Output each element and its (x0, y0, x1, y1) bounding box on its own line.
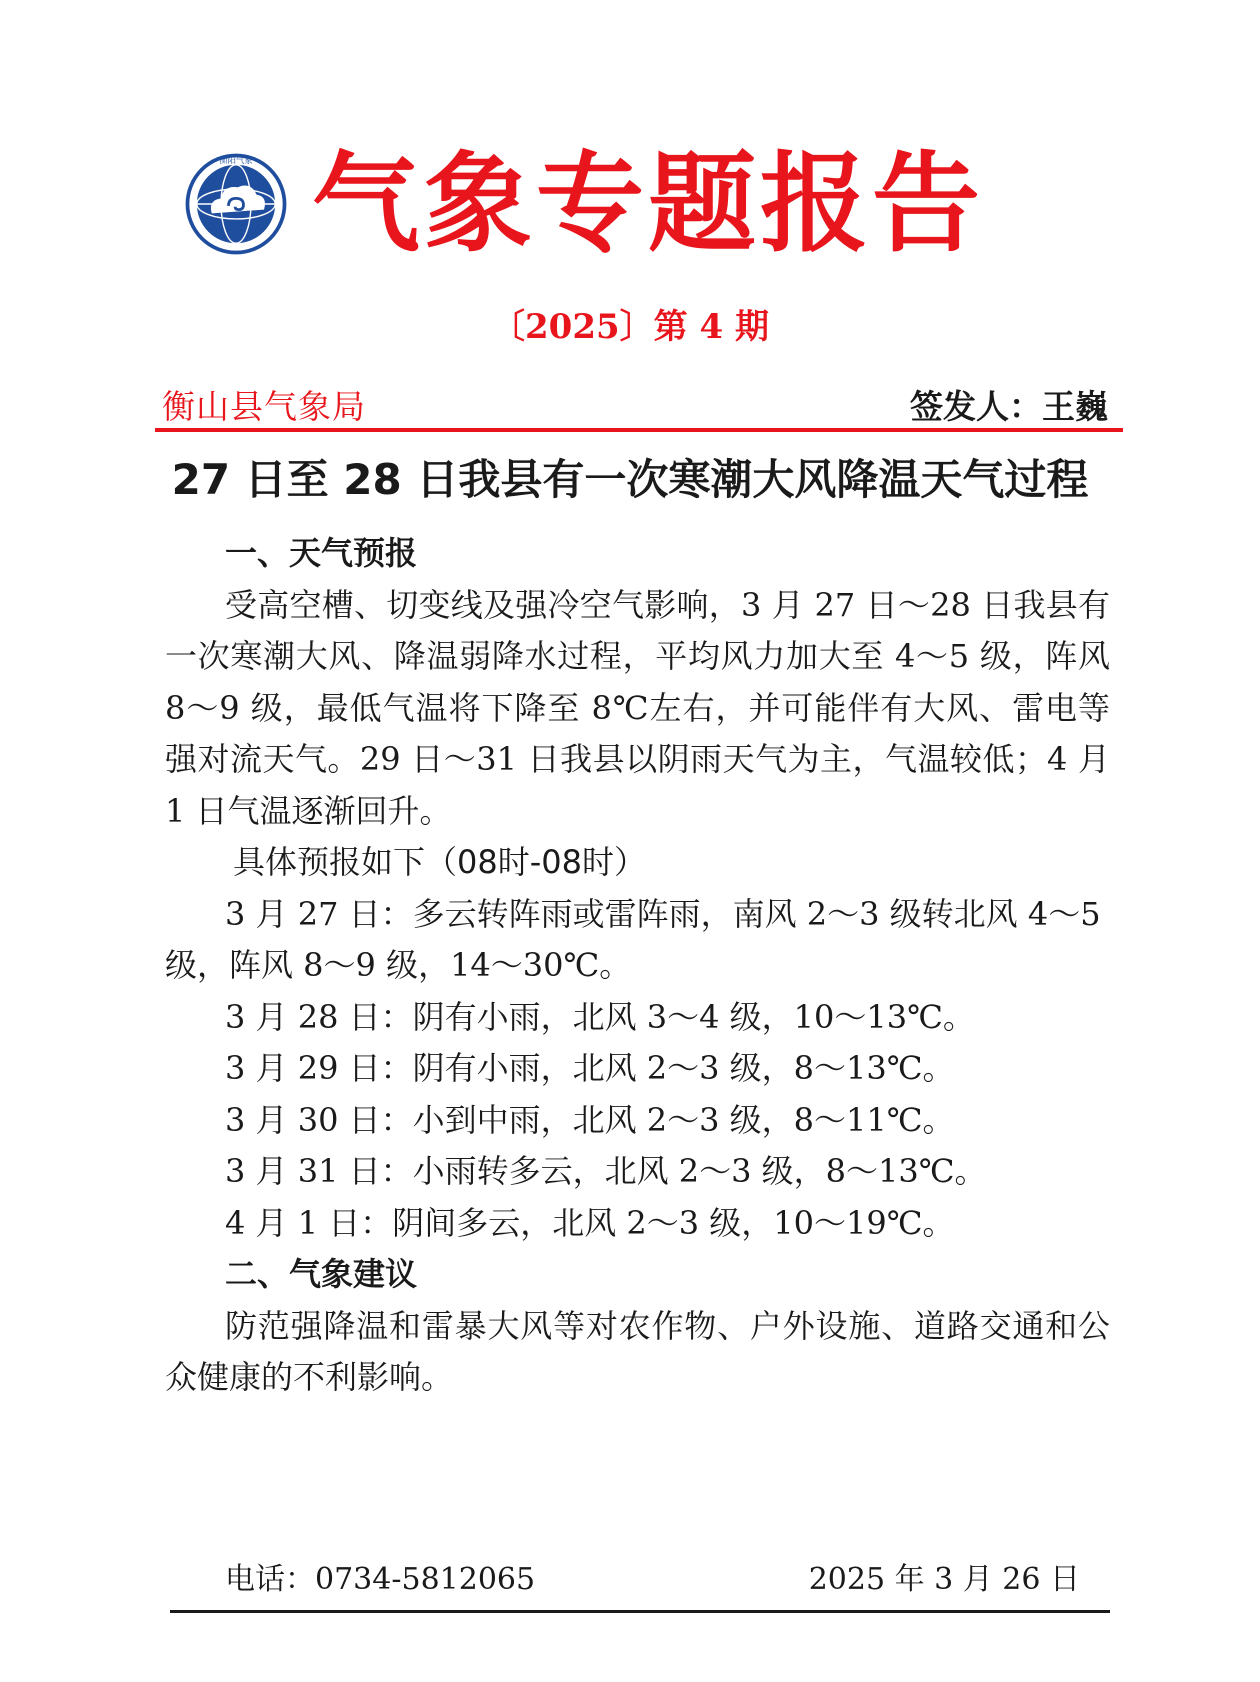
daily-forecast-item: 3 月 30 日：小到中雨，北风 2～3 级，8～11℃。 (225, 1100, 955, 1139)
section-heading-forecast: 一、天气预报 (225, 534, 418, 572)
document-body (165, 528, 1110, 1404)
advice-paragraph: 防范强降温和雷暴大风等对农作物、户外设施、道路交通和公众健康的不利影响。 (165, 1306, 1110, 1396)
signer: 签发人：王巍 (910, 387, 1108, 426)
cloud-emblem-icon (180, 148, 292, 260)
issuer-name: 衡山县气象局 (162, 387, 366, 426)
issue-date: 2025 年 3 月 26 日 (808, 1562, 1080, 1597)
daily-forecast-item: 3 月 27 日：多云转阵雨或雷阵雨，南风 2～3 级转北风 4～5 级，阵风 8～9 级，14～30℃。 (165, 894, 1101, 984)
daily-forecast-item: 3 月 29 日：阴有小雨，北风 2～3 级，8～13℃。 (225, 1049, 955, 1087)
footer-divider (170, 1610, 1110, 1613)
section-heading-advice: 二、气象建议 (225, 1255, 418, 1293)
forecast-paragraph: 受高空槽、切变线及强冷空气影响，3 月 27 日～28 日我县有一次寒潮大风、降温弱降水过程，平均风力加大至 4～5 级，阵风 8～9 级，最低气温将下降至 8℃左右，并可能伴有大风、雷电等强对流天气。29 日～31 日我县以阴雨天气为主，气温较低；4 月 1 日气温逐渐回升。 (165, 585, 1110, 830)
daily-forecast-item: 3 月 28 日：阴有小雨，北风 3～4 级，10～13℃。 (225, 997, 975, 1036)
document-headline: 27 日至 28 日我县有一次寒潮大风降温天气过程 (171, 455, 1089, 504)
issue-number: 〔2025〕第 4 期 (491, 307, 769, 347)
contact-phone: 电话：0734-5812065 (225, 1562, 536, 1597)
header-divider (155, 428, 1123, 432)
daily-forecast-item: 4 月 1 日：阴间多云，北风 2～3 级，10～19℃。 (225, 1203, 955, 1242)
daily-forecast-item: 3 月 31 日：小雨转多云，北风 2～3 级，8～13℃。 (225, 1152, 987, 1190)
meteorological-logo (180, 148, 292, 260)
forecast-subheading: 具体预报如下（08时-08时） (233, 843, 646, 881)
logo-lettering: 衡阳气象 (219, 154, 253, 165)
report-title: 气象专题报告 (312, 142, 985, 267)
